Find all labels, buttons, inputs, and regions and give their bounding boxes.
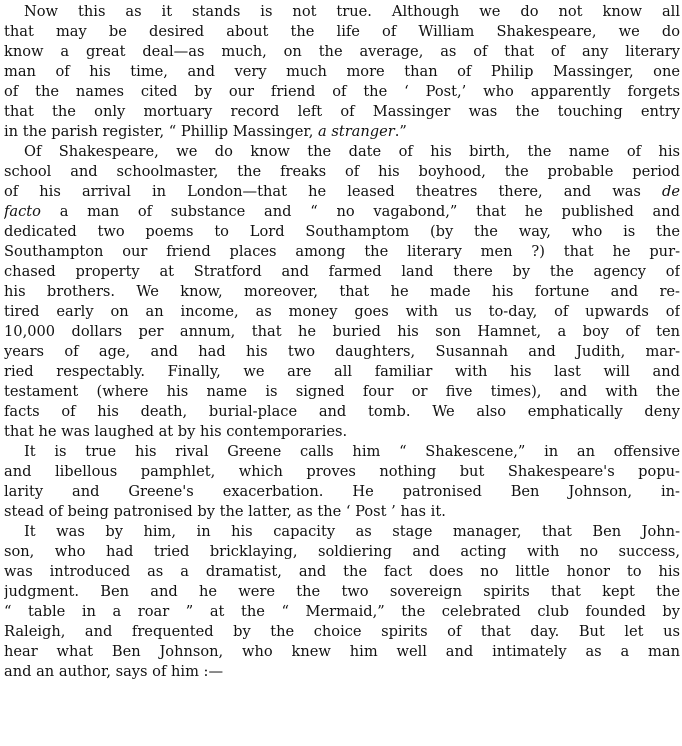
- article-text-column: [4, 2, 680, 682]
- article-line: and libellous pamphlet, which proves nothing but Shakespeare's popu-: [4, 463, 680, 480]
- article-line: stead of being patronised by the latter, as the ‘ Post ’ has it.: [4, 503, 446, 520]
- article-line: testament (where his name is signed four or five times), and with the: [4, 383, 680, 400]
- article-line: that may be desired about the life of William Shakespeare, we do: [4, 23, 680, 40]
- article-line: and an author, says of him :—: [4, 663, 224, 680]
- article-line: know a great deal—as much, on the average, as of that of any literary: [4, 43, 680, 60]
- article-line: was introduced as a dramatist, and the fact does no little honor to his: [4, 563, 680, 580]
- article-line: his brothers. We know, moreover, that he made his fortune and re-: [4, 283, 680, 300]
- article-line: dedicated two poems to Lord Southamptom (by the way, who is the: [4, 223, 680, 240]
- article-line: Of Shakespeare, we do know the date of his birth, the name of his: [24, 143, 680, 160]
- article-line: ried respectably. Finally, we are all familiar with his last will and: [4, 363, 680, 380]
- article-line: It was by him, in his capacity as stage manager, that Ben John-: [24, 523, 680, 540]
- article-line: of his arrival in London—that he leased theatres there, and was de: [4, 183, 680, 200]
- article-line: judgment. Ben and he were the two sovereign spirits that kept the: [4, 583, 680, 600]
- article-line: Now this as it stands is not true. Although we do not know all: [24, 3, 680, 20]
- article-line: larity and Greene's exacerbation. He patronised Ben Johnson, in-: [4, 483, 680, 500]
- article-line: tired early on an income, as money goes with us to-day, of upwards of: [4, 303, 680, 320]
- article-line: of the names cited by our friend of the ‘ Post,’ who apparently forgets: [4, 83, 680, 100]
- article-line: years of age, and had his two daughters, Susannah and Judith, mar-: [4, 343, 680, 360]
- article-line: “ table in a roar ” at the “ Mermaid,” the celebrated club founded by: [4, 603, 680, 620]
- italic-phrase: de: [662, 183, 680, 200]
- article-line: Raleigh, and frequented by the choice spirits of that day. But let us: [4, 623, 680, 640]
- article-line: chased property at Stratford and farmed land there by the agency of: [4, 263, 680, 280]
- article-line: It is true his rival Greene calls him “ Shakescene,” in an offensive: [24, 443, 680, 460]
- article-line: in the parish register, “ Phillip Massinger, a stranger.”: [4, 123, 407, 140]
- italic-phrase: a stranger: [318, 123, 395, 140]
- article-line: that he was laughed at by his contemporaries.: [4, 423, 348, 440]
- article-line: man of his time, and very much more than of Philip Massinger, one: [4, 63, 680, 80]
- article-line: that the only mortuary record left of Massinger was the touching entry: [4, 103, 680, 120]
- article-line: 10,000 dollars per annum, that he buried his son Hamnet, a boy of ten: [4, 323, 680, 340]
- article-line: son, who had tried bricklaying, soldiering and acting with no success,: [4, 543, 680, 560]
- article-line: hear what Ben Johnson, who knew him well and intimately as a man: [4, 643, 680, 660]
- article-line: school and schoolmaster, the freaks of his boyhood, the probable period: [4, 163, 680, 180]
- article-line: facto a man of substance and “ no vagabond,” that he published and: [4, 203, 680, 220]
- article-line: facts of his death, burial-place and tomb. We also emphatically deny: [4, 403, 680, 420]
- article-line: Southampton our friend places among the literary men ?) that he pur-: [4, 243, 680, 260]
- italic-phrase: facto: [4, 203, 41, 220]
